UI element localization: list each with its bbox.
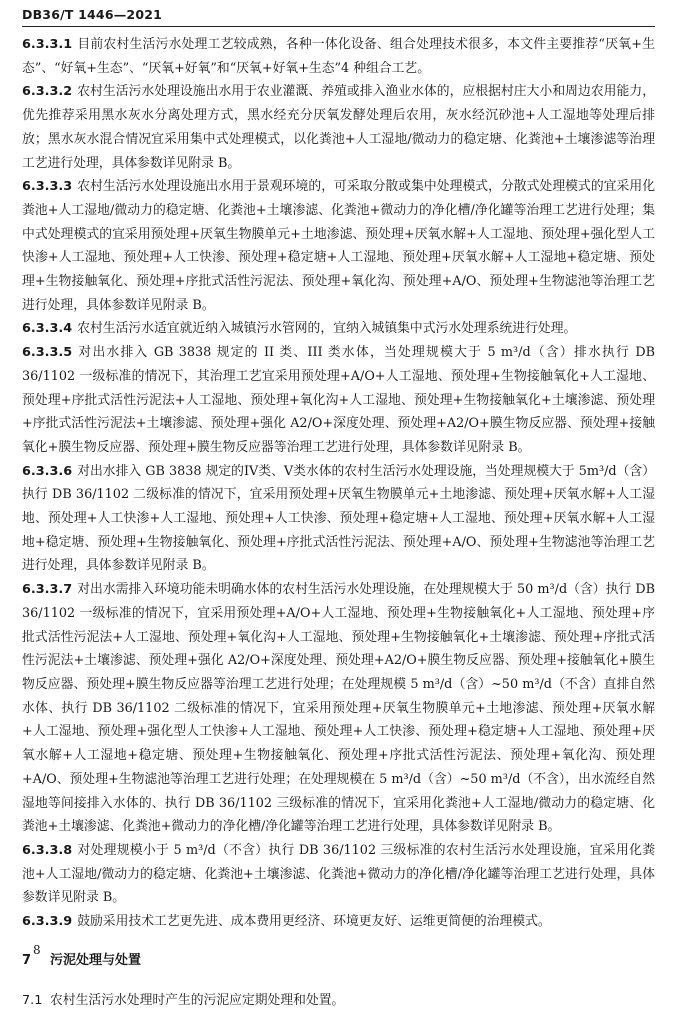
clause-text: 对出水需排入环境功能未明确水体的农村生活污水处理设施，在处理规模大于 50 m³/d（含）执行 DB 36/1102 一级标准的情况下，宜采用预处理+A/O+人工湿地、预处理+生物接触氧化+人工湿地、预处理+序批式活性污泥法+人工湿地、预处理+氧化沟+人工湿地、预处理+生物接触氧化+土壤渗滤、预处理+序批式活性污泥法+土壤渗滤、预处理+强化 A2/O+深度处理、预处理+A2/O+膜生物反应器、预处理+接触氧化+膜生物反应器、预处理+膜生物反应器等治理工艺进行处理；在处理规模 5 m³/d（含）~50 m³/d（不含）直排自然水体、执行 DB 36/1102 二级标准的情况下，宜采用预处理+厌氧生物膜单元+土地渗滤、预处理+厌氧水解+人工湿地、预处理+强化型人工快渗+人工湿地、预处理+人工快渗、预处理+稳定塘+人工湿地、预处理+厌氧水解+人工湿地+稳定塘、预处理+生物接触氧化、预处理+序批式活性污泥法、预处理+氧化沟、预处理+A/O、预处理+生物滤池等治理工艺进行处理；在处理规模在 5 m³/d（含）~50 m³/d（不含），出水流经自然湿地等间接排入水体的、执行 DB 36/1102 三级标准的情况下，宜采用化粪池+人工湿地/微动力的稳定塘、化粪池+土壤渗滤、化粪池+微动力的净化槽/净化罐等治理工艺进行处理，具体参数详见附录 B。	[22, 582, 655, 835]
clause-text: 鼓励采用技术工艺更先进、成本费用更经济、环境更友好、运维更简便的治理模式。	[77, 914, 551, 930]
clause-6-3-3-8	[22, 839, 655, 910]
subclause-number: 7.1	[22, 992, 43, 1008]
subclause-text: 农村生活污水处理时产生的污泥应定期处理和处置。	[50, 992, 345, 1008]
clause-6-3-3-9	[22, 910, 655, 934]
clause-text: 目前农村生活污水处理工艺较成熟，各种一体化设备、组合处理技术很多，本文件主要推荐“厌氧+生态”、“好氧+生态”、“厌氧+好氧”和“厌氧+好氧+生态”4 种组合工艺。	[22, 37, 655, 76]
section-number: 7	[22, 952, 32, 968]
section-title: 污泥处理与处置	[50, 952, 142, 968]
clause-text: 农村生活污水处理设施出水用于景观环境的，可采取分散或集中处理模式，分散式处理模式的宜采用化粪池+人工湿地/微动力的稳定塘、化粪池+土壤渗滤、化粪池+微动力的净化槽/净化罐等治理工艺进行处理；集中式处理模式的宜采用预处理+厌氧生物膜单元+土地渗滤、预处理+厌氧水解+人工湿地、预处理+强化型人工快渗+人工湿地、预处理+人工快渗、预处理+稳定塘+人工湿地、预处理+厌氧水解+人工湿地+稳定塘、预处理+生物接触氧化、预处理+序批式活性污泥法、预处理+氧化沟、预处理+A/O、预处理+生物滤池等治理工艺进行处理，具体参数详见附录 B。	[22, 179, 655, 313]
clause-text: 农村生活污水适宜就近纳入城镇污水管网的，宜纳入城镇集中式污水处理系统进行处理。	[77, 321, 577, 337]
clause-6-3-3-7	[22, 578, 655, 839]
clause-text: 农村生活污水处理设施出水用于农业灌溉、养殖或排入渔业水体的，应根据村庄大小和周边农用能力，优先推荐采用黑水灰水分离处理方式，黑水经充分厌氧发酵处理后农用，灰水经沉砂池+人工湿地等处理后排放；黑水灰水混合情况宜采用集中式处理模式，以化粪池+人工湿地/微动力的稳定塘、化粪池+土壤渗滤等治理工艺进行处理，具体参数详见附录 B。	[22, 84, 655, 171]
subclause-7-1	[22, 991, 655, 1011]
header-divider	[22, 26, 655, 27]
page-number: 8	[33, 943, 41, 957]
clause-number: 6.3.3.9	[22, 914, 73, 930]
clause-6-3-3-2	[22, 80, 655, 175]
page-header: DB36/T 1446—2021	[22, 7, 163, 22]
clause-6-3-3-5	[22, 341, 655, 460]
clause-number: 6.3.3.4	[22, 321, 73, 337]
clause-6-3-3-1	[22, 33, 655, 80]
clause-number: 6.3.3.2	[22, 84, 73, 100]
clause-6-3-3-6	[22, 460, 655, 579]
clause-number: 6.3.3.3	[22, 179, 73, 195]
clause-6-3-3-3	[22, 175, 655, 317]
clause-text: 对处理规模小于 5 m³/d（不含）执行 DB 36/1102 三级标准的农村生活污水处理设施，宜采用化粪池+人工湿地/微动力的稳定塘、化粪池+土壤渗滤、化粪池+微动力的净化槽/净化罐等治理工艺进行处理，具体参数详见附录 B。	[22, 842, 655, 906]
clause-text: 对出水排入 GB 3838 规定的 II 类、III 类水体，当处理规模大于 5 m³/d（含）排水执行 DB 36/1102 一级标准的情况下，其治理工艺宜采用预处理+A/O+人工湿地、预处理+生物接触氧化+人工湿地、预处理+序批式活性污泥法+人工湿地、预处理+氧化沟+人工湿地、预处理+生物接触氧化+土壤渗滤、预处理+序批式活性污泥法+土壤渗滤、预处理+强化 A2/O+深度处理、预处理+A2/O+膜生物反应器、预处理+接触氧化+膜生物反应器、预处理+膜生物反应器等治理工艺进行处理，具体参数详见附录 B。	[22, 345, 655, 455]
clause-number: 6.3.3.6	[22, 463, 73, 479]
clause-number: 6.3.3.1	[22, 37, 73, 52]
clause-text: 对出水排入 GB 3838 规定的IV类、V类水体的农村生活污水处理设施，当处理规模大于 5m³/d（含）执行 DB 36/1102 二级标准的情况下，宜采用预处理+厌氧生物膜单元+土地渗滤、预处理+厌氧水解+人工湿地、预处理+人工快渗+人工湿地、预处理+人工快渗、预处理+稳定塘+人工湿地、预处理+厌氧水解+人工湿地+稳定塘、预处理+生物接触氧化、预处理+序批式活性污泥法、预处理+A/O、预处理+生物滤池等治理工艺进行处理，具体参数详见附录 B。	[22, 463, 656, 574]
clause-number: 6.3.3.8	[22, 842, 73, 858]
clause-number: 6.3.3.7	[22, 582, 73, 598]
document-body	[22, 33, 655, 1011]
section-heading	[22, 951, 655, 971]
clause-6-3-3-4	[22, 317, 655, 341]
clause-number: 6.3.3.5	[22, 345, 73, 361]
